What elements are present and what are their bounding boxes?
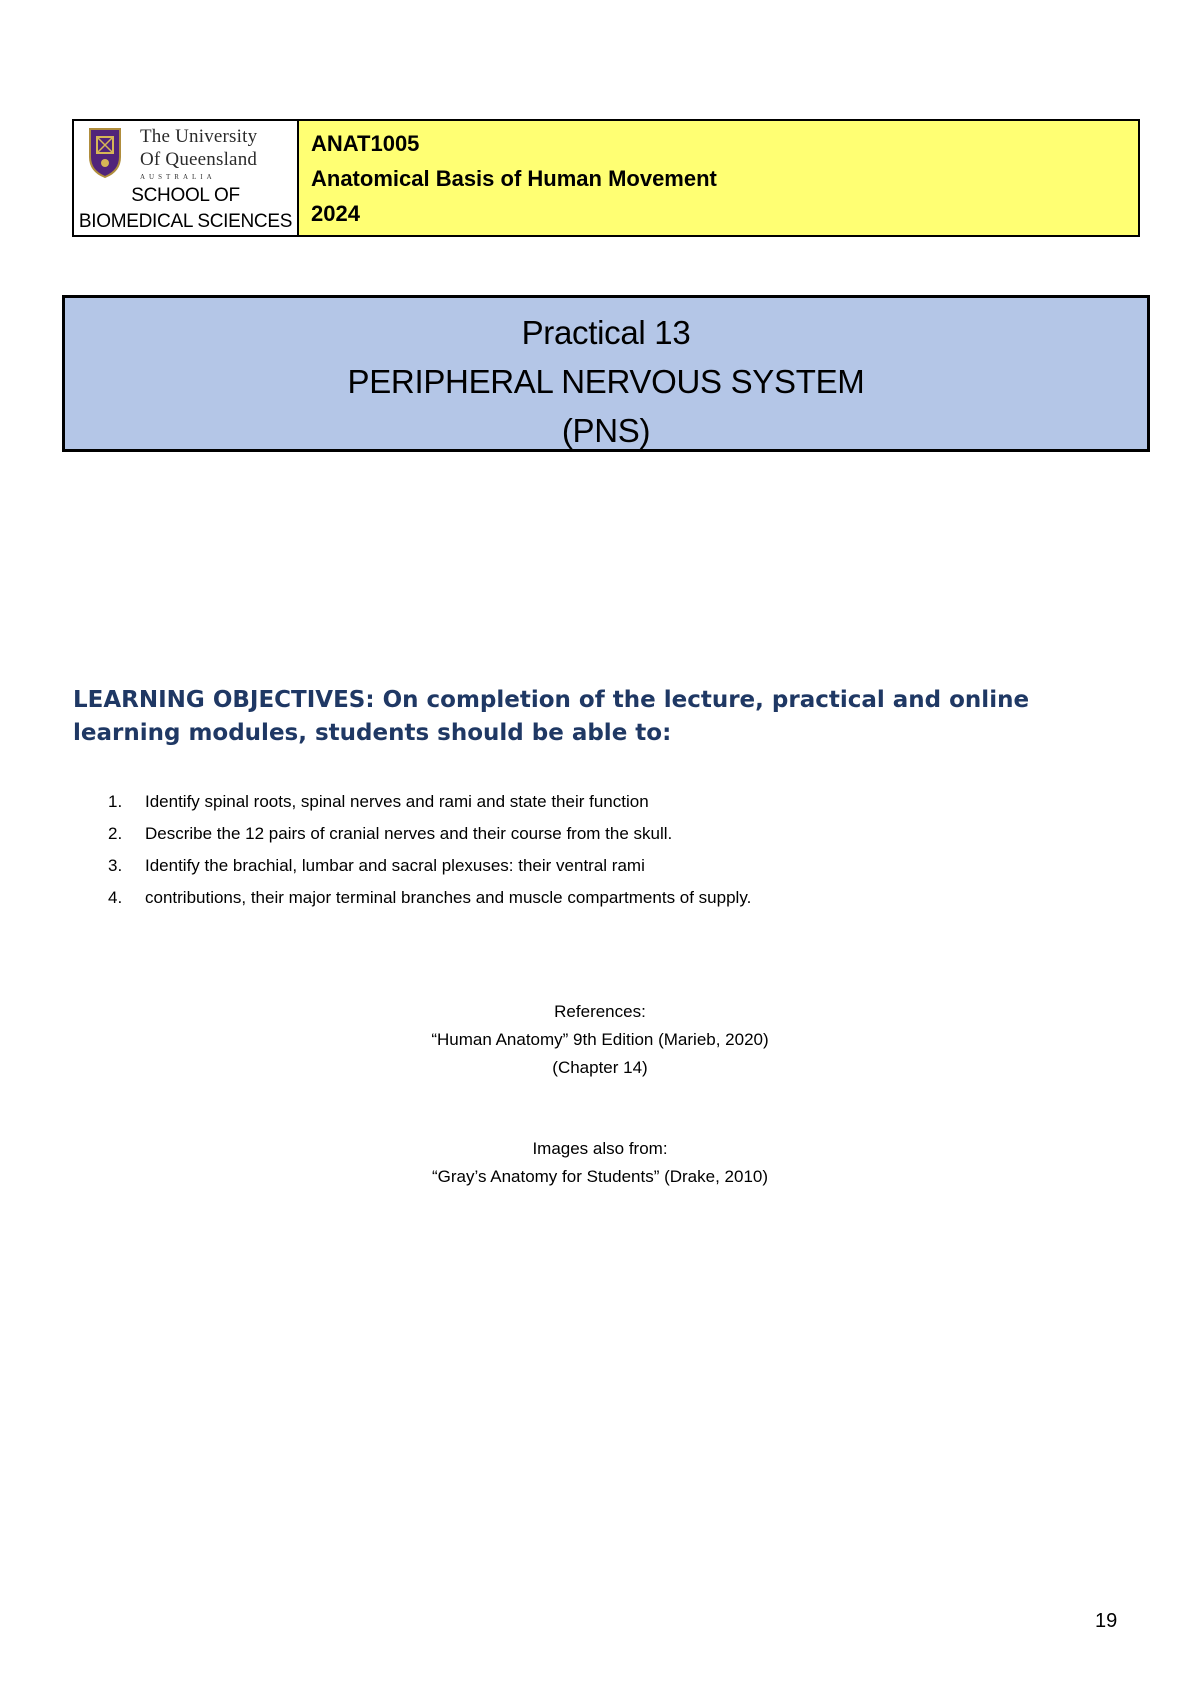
course-name: Anatomical Basis of Human Movement: [311, 166, 717, 191]
learning-objectives-heading-line1: LEARNING OBJECTIVES: On completion of the lecture, practical and online: [73, 687, 1030, 713]
school-name-line1: SCHOOL OF: [131, 185, 240, 206]
list-item-number: 1.: [108, 792, 123, 811]
images-label: Images also from:: [532, 1139, 668, 1158]
university-country: AUSTRALIA: [140, 173, 216, 181]
list-item-number: 3.: [108, 856, 123, 875]
list-item: [108, 850, 751, 882]
document-header: [72, 119, 1140, 237]
list-item: [108, 818, 751, 850]
learning-objectives-heading-line2: learning modules, students should be able to:: [73, 720, 672, 746]
learning-objectives-heading: [73, 684, 1133, 750]
list-item-text: Identify spinal roots, spinal nerves and rami and state their function: [145, 792, 649, 811]
practical-title-box: [62, 295, 1150, 452]
list-item-number: 2.: [108, 824, 123, 843]
list-item: [108, 882, 751, 914]
school-name-line2: BIOMEDICAL SCIENCES: [78, 211, 293, 232]
references-label: References:: [554, 1002, 646, 1021]
reference-chapter: (Chapter 14): [552, 1058, 648, 1077]
university-name-line2: Of Queensland: [140, 149, 258, 170]
list-item-text: Describe the 12 pairs of cranial nerves and their course from the skull.: [145, 824, 673, 843]
school-name: [74, 183, 297, 235]
course-code: ANAT1005: [311, 131, 420, 156]
images-book: “Gray’s Anatomy for Students” (Drake, 2010): [431, 1167, 769, 1186]
list-item-text: contributions, their major terminal branches and muscle compartments of supply.: [145, 888, 752, 907]
crest-icon: [88, 127, 122, 179]
university-name-line1: The University: [140, 126, 258, 147]
practical-topic: PERIPHERAL NERVOUS SYSTEM: [347, 363, 865, 400]
university-name: [140, 125, 257, 171]
page-number: 19: [1095, 1610, 1118, 1632]
course-year: 2024: [311, 201, 360, 226]
practical-abbreviation: (PNS): [561, 412, 651, 449]
reference-book: “Human Anatomy” 9th Edition (Marieb, 2020): [431, 1030, 769, 1049]
images-references-block: [0, 1135, 1200, 1191]
objectives-list: [108, 786, 751, 914]
practical-number: Practical 13: [521, 314, 691, 351]
university-logo: [72, 121, 299, 235]
list-item-number: 4.: [108, 888, 123, 907]
course-info: [299, 121, 1140, 235]
references-block: [0, 998, 1200, 1082]
list-item: [108, 786, 751, 818]
list-item-text: Identify the brachial, lumbar and sacral plexuses: their ventral rami: [145, 856, 645, 875]
